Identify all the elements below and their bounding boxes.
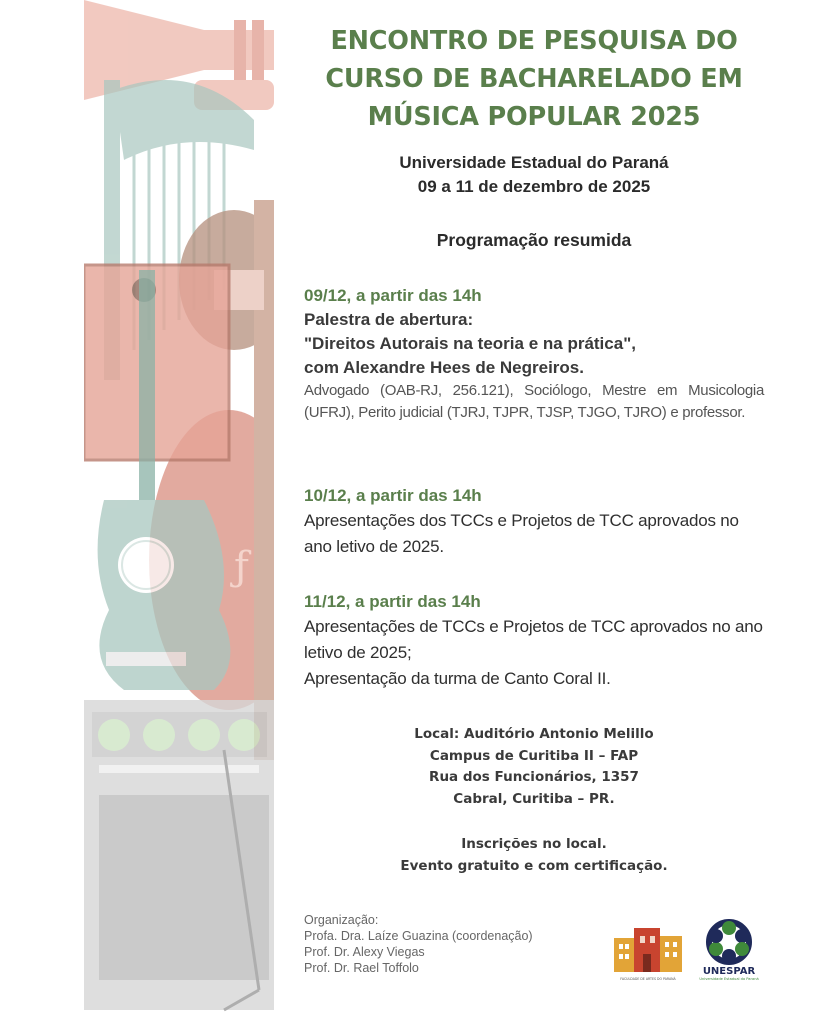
instruments-graphic xyxy=(84,0,274,1024)
institution-name: Universidade Estadual do Paraná xyxy=(399,153,669,172)
day3-section xyxy=(304,590,764,692)
day3-text-1: Apresentações de TCCs e Projetos de TCC aprovados no ano letivo de 2025; xyxy=(304,617,763,662)
location-line-3: Rua dos Funcionários, 1357 xyxy=(429,769,639,785)
location-line-1: Local: Auditório Antonio Melillo xyxy=(414,726,654,742)
registration-line-1: Inscrições no local. xyxy=(461,836,607,852)
day1-line-2: "Direitos Autorais na teoria e na prática", xyxy=(304,334,636,353)
event-dates: 09 a 11 de dezembro de 2025 xyxy=(417,177,651,196)
instrument-illustration xyxy=(84,0,274,1024)
amplifier-icon xyxy=(84,700,274,1010)
unespar-caption: Universidade Estadual do Paraná xyxy=(699,977,759,981)
registration-line-2: Evento gratuito e com certificação. xyxy=(400,857,668,874)
day1-date: 09/12, a partir das 14h xyxy=(304,286,482,305)
title-line-3: MÚSICA POPULAR 2025 xyxy=(367,102,701,132)
unespar-logo xyxy=(698,916,760,982)
svg-text:ƒ: ƒ xyxy=(234,544,249,590)
organization-block xyxy=(304,912,604,976)
day1-section xyxy=(304,284,764,424)
organizer-1: Profa. Dra. Laíze Guazina (coordenação) xyxy=(304,929,533,943)
title-line-2: CURSO DE BACHARELADO EM xyxy=(325,64,743,94)
location-line-2: Campus de Curitiba II – FAP xyxy=(429,747,639,764)
location-line-4: Cabral, Curitiba – PR. xyxy=(453,790,615,807)
registration-block xyxy=(304,834,764,877)
day2-text: Apresentações dos TCCs e Projetos de TCC aprovados no ano letivo de 2025. xyxy=(304,511,739,556)
cajon-icon xyxy=(84,265,229,460)
day1-line-3: com Alexandre Hees de Negreiros. xyxy=(304,358,584,377)
fap-building-icon xyxy=(610,924,686,982)
day1-line-1: Palestra de abertura: xyxy=(304,310,474,329)
day3-text-2: Apresentação da turma de Canto Coral II. xyxy=(304,669,611,688)
day3-date: 11/12, a partir das 14h xyxy=(304,592,481,611)
day2-date: 10/12, a partir das 14h xyxy=(304,486,482,505)
program-heading: Programação resumida xyxy=(436,230,632,250)
day2-section xyxy=(304,484,764,560)
organizer-3: Prof. Dr. Rael Toffolo xyxy=(304,961,419,975)
organizer-2: Prof. Dr. Alexy Viegas xyxy=(304,945,425,959)
location-block xyxy=(304,724,764,810)
speaker-bio: Advogado (OAB-RJ, 256.121), Sociólogo, Mestre em Musicologia (UFRJ), Perito judicial (TJRJ, TJPR, TJSP, TJGO, TJRO) e professor. xyxy=(304,382,764,421)
event-title xyxy=(304,22,764,136)
unespar-name: UNESPAR xyxy=(702,966,756,977)
unespar-emblem-icon xyxy=(698,916,760,982)
fap-caption: FACULDADE DE ARTES DO PARANÁ xyxy=(620,977,676,981)
title-line-1: ENCONTRO DE PESQUISA DO xyxy=(330,26,738,56)
organization-label: Organização: xyxy=(304,913,379,927)
fap-logo xyxy=(610,924,686,982)
